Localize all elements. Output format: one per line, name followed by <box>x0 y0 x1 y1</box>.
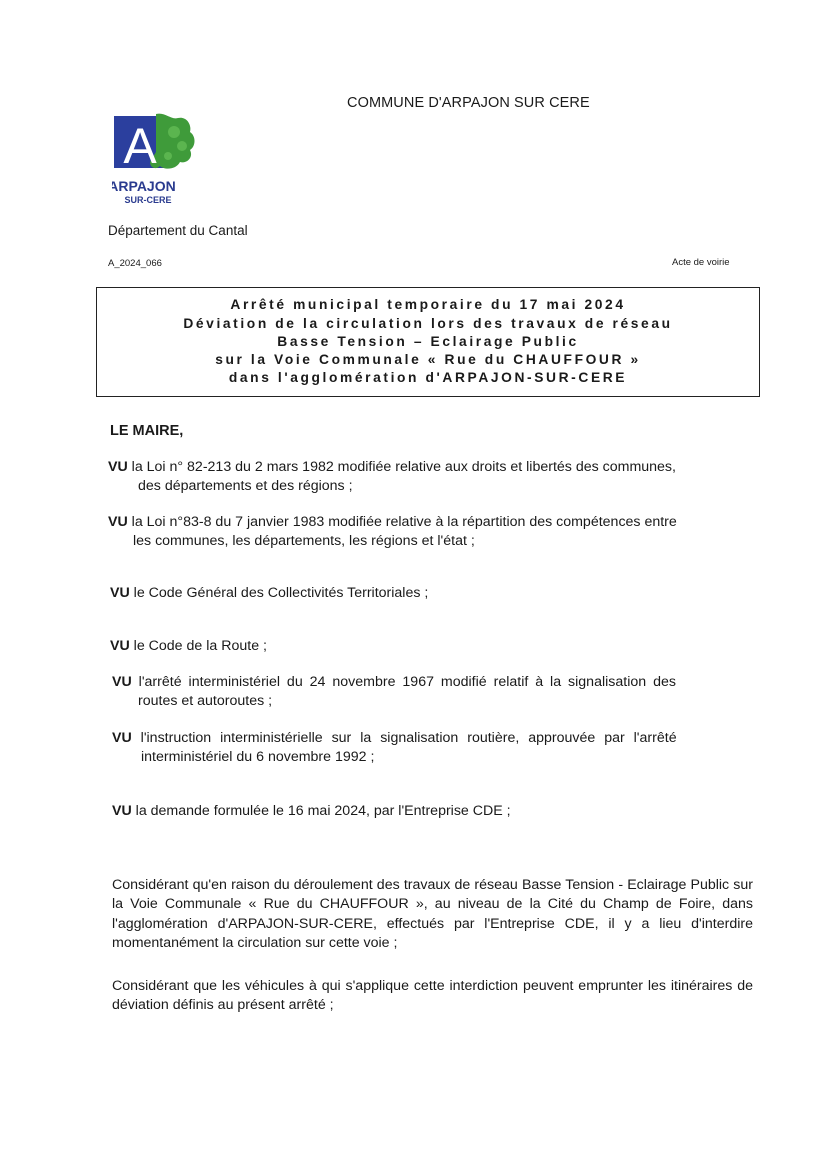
logo-sub: SUR-CERE <box>124 195 172 205</box>
logo-letter: A <box>123 118 157 174</box>
arpajon-logo <box>112 112 202 212</box>
commune-name: COMMUNE D'ARPAJON SUR CERE <box>347 95 590 111</box>
vu-label: VU <box>108 514 128 530</box>
vu-text: l'arrêté interministériel du 24 novembre 1967 modifié relatif à la signalisation des <box>138 674 676 690</box>
title-box <box>96 287 760 397</box>
act-type: Acte de voirie <box>672 257 730 268</box>
vu-item <box>110 584 428 603</box>
reference-number: A_2024_066 <box>108 258 162 269</box>
vu-text: la Loi n°83-8 du 7 janvier 1983 modifiée relative à la répartition des compétences entre <box>131 514 677 530</box>
vu-text: la Loi n° 82-213 du 2 mars 1982 modifiée relative aux droits et libertés des communes, <box>131 459 676 475</box>
title-line: sur la Voie Communale « Rue du CHAUFFOUR » <box>215 352 641 368</box>
vu-item <box>108 458 748 496</box>
vu-label: VU <box>108 459 128 475</box>
title-line: Déviation de la circulation lors des travaux de réseau <box>183 315 673 331</box>
mayor-heading: LE MAIRE, <box>110 423 184 439</box>
vu-item <box>112 802 511 821</box>
vu-label: VU <box>110 638 130 654</box>
vu-item <box>110 637 267 656</box>
vu-text-cont: routes et autoroutes ; <box>138 693 273 709</box>
vu-text: le Code de la Route ; <box>133 638 267 654</box>
vu-text-cont: des départements et des régions ; <box>138 478 353 494</box>
vu-text: la demande formulée le 16 mai 2024, par l'Entreprise CDE ; <box>135 803 511 819</box>
vu-item <box>112 729 752 767</box>
vu-text-cont: interministériel du 6 novembre 1992 ; <box>141 749 375 765</box>
considerant-paragraph: Considérant que les véhicules à qui s'applique cette interdiction peuvent emprunter les itinéraires de déviation définis au présent arrêté ; <box>112 978 753 1014</box>
considerant-paragraph: Considérant qu'en raison du déroulement des travaux de réseau Basse Tension - Eclairage Public sur la Voie Communale « Rue du CHAUFFOUR », au niveau de la Cité du Champ de Foire, dans l'agglomération d'ARPAJON-SUR-CERE, effectués par l'Entreprise CDE, il y a lieu d'interdire momentanément la circulation sur cette voie ; <box>112 877 753 951</box>
vu-item <box>108 513 753 551</box>
vu-text-cont: les communes, les départements, les régions et l'état ; <box>133 533 475 549</box>
vu-item <box>112 673 752 711</box>
title-line: dans l'agglomération d'ARPAJON-SUR-CERE <box>228 370 628 386</box>
vu-label: VU <box>110 585 130 601</box>
vu-text: l'instruction interministérielle sur la signalisation routière, approuvée par l'arrêté <box>140 730 677 746</box>
logo-name: ARPAJON <box>112 178 176 194</box>
vu-label: VU <box>112 674 132 690</box>
vu-text: le Code Général des Collectivités Territoriales ; <box>133 585 429 601</box>
title-line: Basse Tension – Eclairage Public <box>277 333 579 349</box>
department-label: Département du Cantal <box>108 223 248 238</box>
vu-label: VU <box>112 803 132 819</box>
vu-label: VU <box>112 730 132 746</box>
title-line: Arrêté municipal temporaire du 17 mai 2024 <box>230 297 626 313</box>
